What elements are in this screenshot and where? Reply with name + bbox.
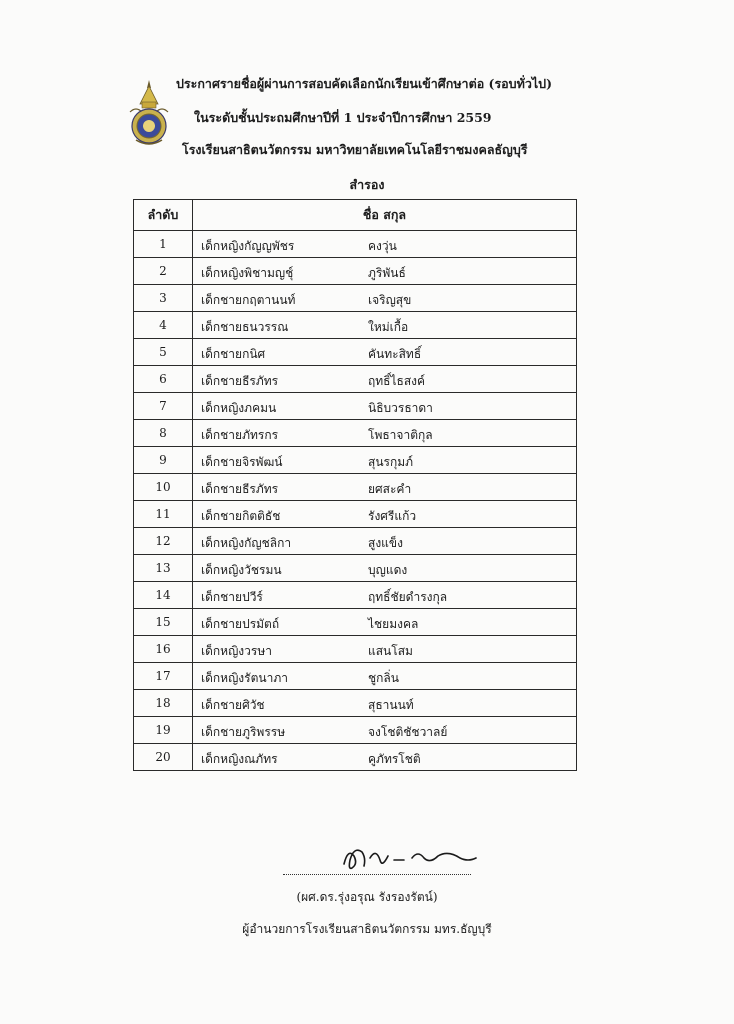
row-number: 12 xyxy=(134,528,193,555)
student-name-cell xyxy=(193,609,577,636)
first-name: เด็กชายกฤตานนท์ xyxy=(201,293,296,307)
last-name: จงโชติชัชวาลย์ xyxy=(368,725,448,739)
table-row xyxy=(134,609,577,636)
row-number: 18 xyxy=(134,690,193,717)
last-name: ยศสะคำ xyxy=(368,482,412,496)
table-row xyxy=(134,501,577,528)
last-name: ชูกลิ่น xyxy=(368,671,399,685)
row-number: 14 xyxy=(134,582,193,609)
first-name: เด็กชายธีรภัทร xyxy=(201,374,279,388)
last-name: สุนรกุมภ์ xyxy=(368,455,414,469)
table-row xyxy=(134,231,577,258)
last-name: ฤทธิ์ไธสงค์ xyxy=(368,374,426,388)
last-name: ภูริพันธ์ xyxy=(368,266,406,280)
first-name: เด็กชายศิวัช xyxy=(201,698,265,712)
first-name: เด็กชายภัทรกร xyxy=(201,428,279,442)
first-name: เด็กชายภูริพรรษ xyxy=(201,725,286,739)
announcement-title: ประกาศรายชื่อผู้ผ่านการสอบคัดเลือกนักเรียนเข้าศึกษาต่อ (รอบทั่วไป) xyxy=(176,76,553,91)
first-name: เด็กชายปวีร์ xyxy=(201,590,263,604)
table-row xyxy=(134,258,577,285)
student-name-cell xyxy=(193,663,577,690)
student-name-cell xyxy=(193,636,577,663)
row-number: 1 xyxy=(134,231,193,258)
last-name: ฤทธิ์ชัยดำรงกุล xyxy=(368,590,448,604)
row-number: 17 xyxy=(134,663,193,690)
first-name: เด็กชายปรมัตถ์ xyxy=(201,617,280,631)
table-row xyxy=(134,393,577,420)
signer-name: (ผศ.ดร.รุ่งอรุณ รังรองรัตน์) xyxy=(296,890,438,904)
table-row xyxy=(134,555,577,582)
table-header-row xyxy=(134,200,577,231)
row-number: 5 xyxy=(134,339,193,366)
last-name: ไชยมงคล xyxy=(368,617,419,631)
first-name: เด็กชายกนิศ xyxy=(201,347,266,361)
student-name-cell xyxy=(193,690,577,717)
student-name-cell xyxy=(193,528,577,555)
student-name-cell xyxy=(193,474,577,501)
row-number: 7 xyxy=(134,393,193,420)
student-name-cell xyxy=(193,339,577,366)
student-name-cell xyxy=(193,285,577,312)
table-row xyxy=(134,690,577,717)
last-name: คันทะสิทธิ์ xyxy=(368,347,422,361)
student-name-cell xyxy=(193,231,577,258)
table-row xyxy=(134,636,577,663)
student-name-cell xyxy=(193,312,577,339)
last-name: คงวุ่น xyxy=(368,239,397,253)
student-name-cell xyxy=(193,501,577,528)
table-row xyxy=(134,528,577,555)
first-name: เด็กหญิงรัตนาภา xyxy=(201,671,288,685)
row-number: 20 xyxy=(134,744,193,771)
signature-line xyxy=(283,874,471,875)
column-header-name: ชื่อ สกุล xyxy=(193,200,577,231)
student-name-cell xyxy=(193,555,577,582)
student-name-cell xyxy=(193,717,577,744)
reserve-list-table xyxy=(133,199,577,771)
first-name: เด็กหญิงกัญญพัชร xyxy=(201,239,295,253)
row-number: 9 xyxy=(134,447,193,474)
row-number: 2 xyxy=(134,258,193,285)
last-name: คูภัทรโชติ xyxy=(368,752,421,766)
first-name: เด็กชายธนวรรณ xyxy=(201,320,289,334)
student-name-cell xyxy=(193,582,577,609)
student-name-cell xyxy=(193,393,577,420)
table-row xyxy=(134,744,577,771)
first-name: เด็กชายจิรพัฒน์ xyxy=(201,455,283,469)
row-number: 3 xyxy=(134,285,193,312)
last-name: รังศรีแก้ว xyxy=(368,509,417,523)
signer-position: ผู้อำนวยการโรงเรียนสาธิตนวัตกรรม มทร.ธัญบุรี xyxy=(242,922,492,936)
row-number: 10 xyxy=(134,474,193,501)
announcement-level: ในระดับชั้นประถมศึกษาปีที่ 1 ประจำปีการศึกษา 2559 xyxy=(194,110,492,125)
table-row xyxy=(134,582,577,609)
table-row xyxy=(134,474,577,501)
student-name-cell xyxy=(193,420,577,447)
table-row xyxy=(134,717,577,744)
last-name: เจริญสุข xyxy=(368,293,412,307)
first-name: เด็กหญิงกัญชลิกา xyxy=(201,536,292,550)
table-row xyxy=(134,366,577,393)
table-row xyxy=(134,663,577,690)
handwritten-signature xyxy=(340,838,480,878)
table-row xyxy=(134,285,577,312)
first-name: เด็กหญิงณภัทร xyxy=(201,752,278,766)
student-name-cell xyxy=(193,258,577,285)
first-name: เด็กชายธีรภัทร xyxy=(201,482,279,496)
student-name-cell xyxy=(193,366,577,393)
row-number: 19 xyxy=(134,717,193,744)
row-number: 15 xyxy=(134,609,193,636)
row-number: 16 xyxy=(134,636,193,663)
column-header-no: ลำดับ xyxy=(134,200,193,231)
last-name: สุธานนท์ xyxy=(368,698,414,712)
row-number: 6 xyxy=(134,366,193,393)
table-row xyxy=(134,420,577,447)
last-name: แสนโสม xyxy=(368,644,413,658)
table-row xyxy=(134,447,577,474)
last-name: บุญแดง xyxy=(368,563,408,577)
first-name: เด็กหญิงพิชามญชุ์ xyxy=(201,266,294,280)
student-name-cell xyxy=(193,744,577,771)
last-name: สูงแข็ง xyxy=(368,536,403,550)
last-name: ใหม่เกื้อ xyxy=(368,320,409,334)
student-name-cell xyxy=(193,447,577,474)
first-name: เด็กชายกิตติธัช xyxy=(201,509,281,523)
table-row xyxy=(134,312,577,339)
row-number: 8 xyxy=(134,420,193,447)
first-name: เด็กหญิงภคมน xyxy=(201,401,277,415)
list-category: สำรอง xyxy=(349,177,385,192)
row-number: 13 xyxy=(134,555,193,582)
school-name: โรงเรียนสาธิตนวัตกรรม มหาวิทยาลัยเทคโนโลยีราชมงคลธัญบุรี xyxy=(182,142,528,157)
first-name: เด็กหญิงวรษา xyxy=(201,644,272,658)
first-name: เด็กหญิงวัชรมน xyxy=(201,563,282,577)
last-name: นิธิบวรธาดา xyxy=(368,401,433,415)
university-emblem-icon xyxy=(124,78,174,150)
row-number: 11 xyxy=(134,501,193,528)
row-number: 4 xyxy=(134,312,193,339)
table-row xyxy=(134,339,577,366)
last-name: โพธาจาติกุล xyxy=(368,428,433,442)
